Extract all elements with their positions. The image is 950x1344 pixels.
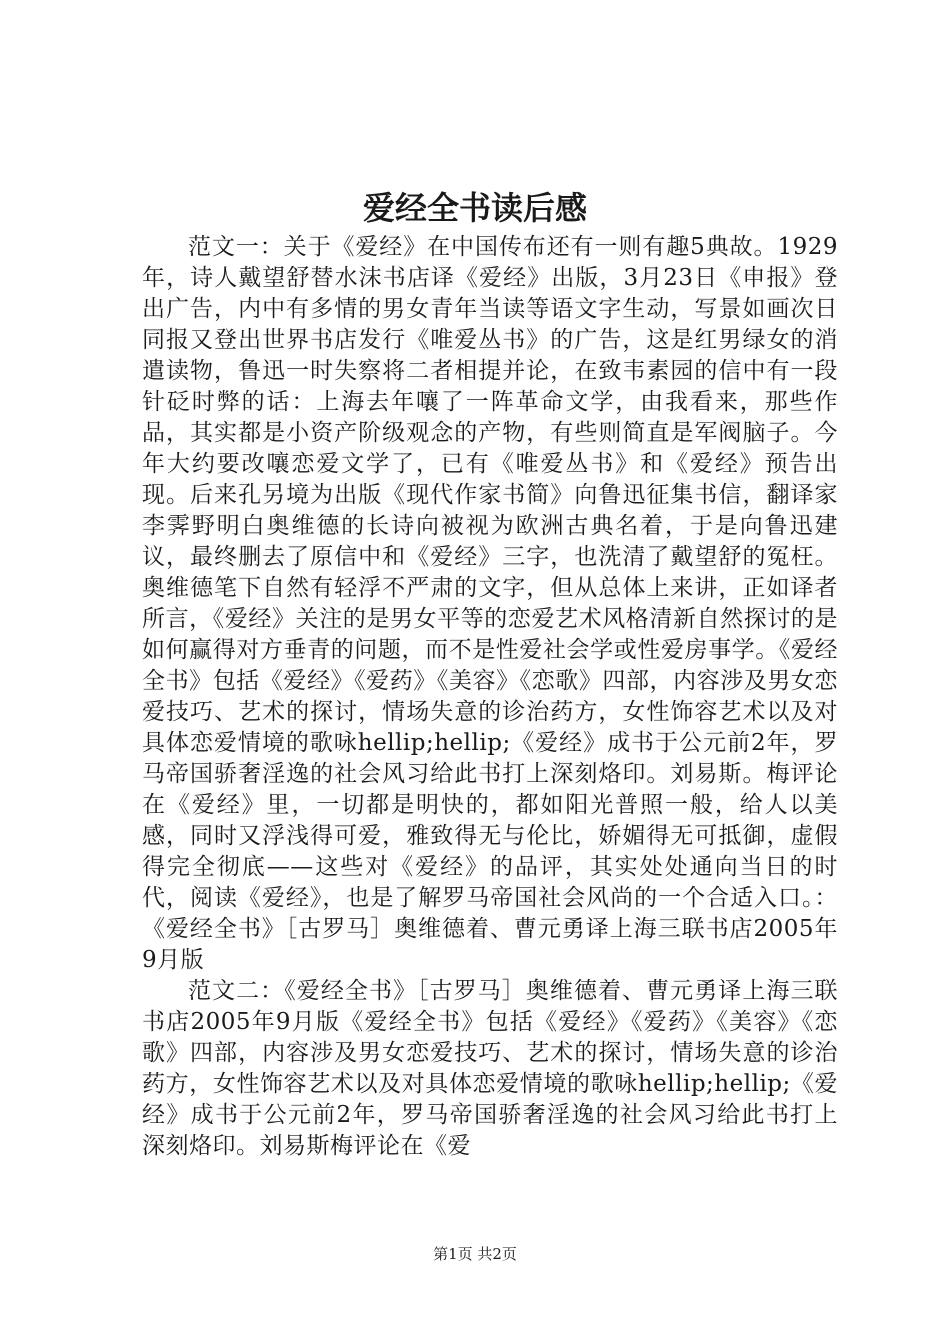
page-footer: 第1页 共2页 [433, 1245, 517, 1263]
paragraph-sample-one: 范文一：关于《爱经》在中国传布还有一则有趣5典故。1929年，诗人戴望舒替水沫书店译《爱经》出版，3月23日《申报》登出广告，内中有多情的男女青年当读等语文字生动，写景如画次日同报又登出世界书店发行《唯爱丛书》的广告，这是红男绿女的消遣读物，鲁迅一时失察将二者相提并论，在致韦素园的信中有一段针砭时弊的话：上海去年嚷了一阵革命文学，由我看来，那些作品，其实都是小资产阶级观念的产物，有些则简直是军阀脑子。今年大约要改嚷恋爱文学了，已有《唯爱丛书》和《爱经》预告出现。后来孔另境为出版《现代作家书简》向鲁迅征集书信，翻译家李霁野明白奥维德的长诗向被视为欧洲古典名着，于是向鲁迅建议，最终删去了原信中和《爱经》三字，也洗清了戴望舒的冤枉。奥维德笔下自然有轻浮不严肃的文字，但从总体上来讲，正如译者所言，《爱经》关注的是男女平等的恋爱艺术风格清新自然探讨的是如何赢得对方垂青的问题，而不是性爱社会学或性爱房事学。《爱经全书》包括《爱经》《爱药》《美容》《恋歌》四部，内容涉及男女恋爱技巧、艺术的探讨，情场失意的诊治药方，女性饰容艺术以及对具体恋爱情境的歌咏hellip;hellip;《爱经》成书于公元前2年，罗马帝国骄奢淫逸的社会风习给此书打上深刻烙印。刘易斯。梅评论在《爱经》里，一切都是明快的，都如阳光普照一般，给人以美感，同时又浮浅得可爱，雅致得无与伦比，娇媚得无可抵御，虚假得完全彻底——这些对《爱经》的品评，其实处处通向当日的时代，阅读《爱经》，也是了解罗马帝国社会风尚的一个合适入口。：《爱经全书》［古罗马］奥维德着、曹元勇译上海三联书店2005年9月版 [142, 234, 838, 973]
paragraph-sample-two: 范文二：《爱经全书》［古罗马］奥维德着、曹元勇译上海三联书店2005年9月版《爱经全书》包括《爱经》《爱药》《美容》《恋歌》四部，内容涉及男女恋爱技巧、艺术的探讨，情场失意的诊治药方，女性饰容艺术以及对具体恋爱情境的歌咏hellip;hellip;《爱经》成书于公元前2年，罗马帝国骄奢淫逸的社会风习给此书打上深刻烙印。刘易斯梅评论在《爱 [142, 978, 838, 1159]
document-title: 爱经全书读后感 [362, 189, 587, 227]
document-body [142, 232, 838, 1162]
